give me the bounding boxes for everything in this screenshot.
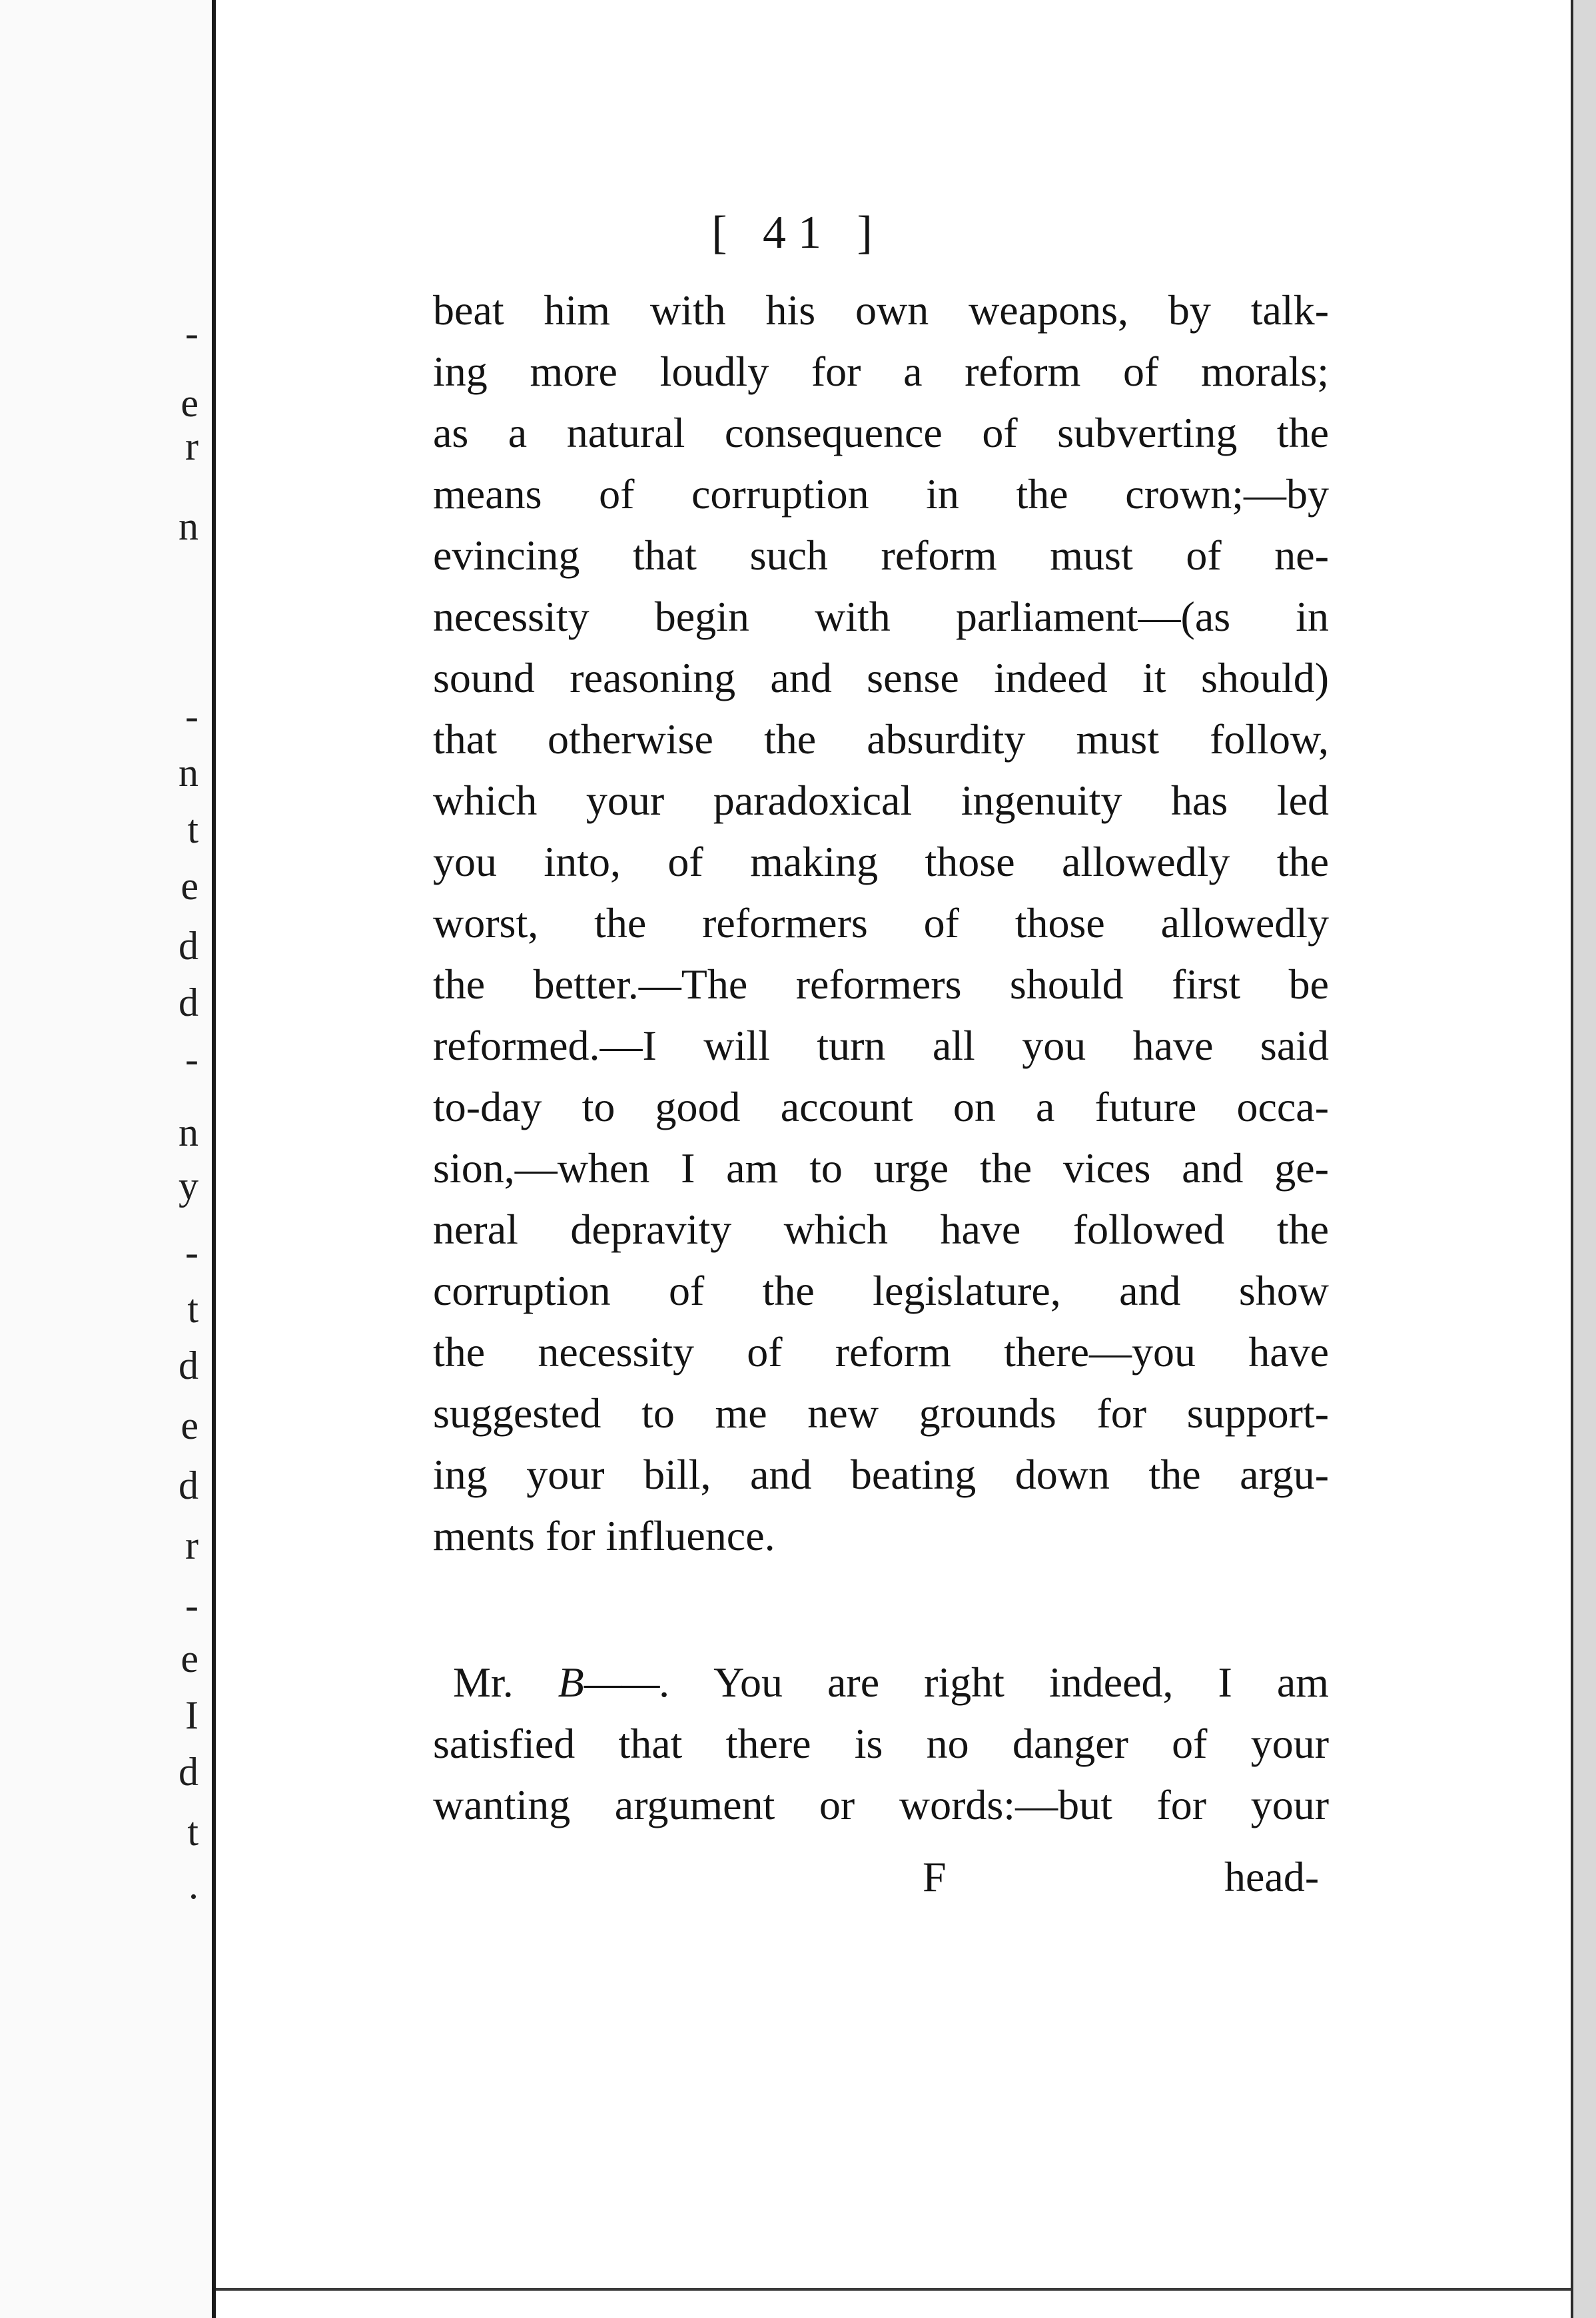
left-margin-fragment: n <box>179 751 199 795</box>
text-line: beat him with his own weapons, by talk- <box>433 286 1329 334</box>
speaker-prefix: Mr. <box>453 1659 558 1706</box>
left-margin-fragment: - <box>185 1230 199 1274</box>
left-margin-fragment: d <box>179 1463 199 1507</box>
left-margin-fragment: e <box>181 381 199 425</box>
left-margin-fragment: t <box>187 807 199 851</box>
bottom-page-edge <box>216 2288 1571 2291</box>
text-line: means of corruption in the crown;—by <box>433 470 1329 518</box>
left-margin-fragment: - <box>185 1583 199 1627</box>
text-line: the better.—The reformers should first be <box>433 961 1329 1008</box>
left-margin-fragment: n <box>179 504 199 548</box>
page-number: [ 41 ] <box>711 207 885 258</box>
left-margin-fragment: - <box>185 694 199 738</box>
signature-mark: F <box>923 1853 947 1900</box>
left-margin-fragment: r <box>185 1523 199 1567</box>
left-margin-fragment: I <box>185 1693 199 1737</box>
left-margin-fragment: t <box>187 1287 199 1331</box>
left-margin-fragment: d <box>179 980 199 1024</box>
text-line: sound reasoning and sense indeed it should) <box>433 654 1329 701</box>
left-margin-fragment: . <box>189 1863 199 1907</box>
text-line: neral depravity which have followed the <box>433 1206 1329 1253</box>
text-line: worst, the reformers of those allowedly <box>433 899 1329 947</box>
text-line: corruption of the legislature, and show <box>433 1267 1329 1314</box>
left-margin-fragment: d <box>179 924 199 968</box>
left-margin-fragment: d <box>179 1750 199 1794</box>
speaker-name: B——. <box>558 1659 671 1706</box>
left-margin-fragment: t <box>187 1810 199 1854</box>
text-line: the necessity of reform there—you have <box>433 1328 1329 1375</box>
text-line: satisfied that there is no danger of your <box>433 1720 1329 1767</box>
text-line: necessity begin with parliament—(as in <box>433 593 1329 640</box>
text-line: you into, of making those allowedly the <box>433 838 1329 885</box>
left-margin-fragment: - <box>185 1037 199 1081</box>
text-line: that otherwise the absurdity must follow, <box>433 715 1329 763</box>
left-margin-fragment: e <box>181 864 199 908</box>
catchword: head- <box>1224 1853 1320 1900</box>
left-margin-fragment: r <box>185 424 199 468</box>
text-line: reformed.—I will turn all you have said <box>433 1022 1329 1069</box>
text-line: which your paradoxical ingenuity has led <box>433 777 1329 824</box>
left-margin-fragment: n <box>179 1110 199 1154</box>
text-line: ing more loudly for a reform of morals; <box>433 348 1329 395</box>
text-line: ments for influence. <box>433 1512 775 1559</box>
text-line: ing your bill, and beating down the argu- <box>433 1451 1329 1498</box>
text-line: suggested to me new grounds for support- <box>433 1389 1329 1437</box>
text-line: evincing that such reform must of ne- <box>433 532 1329 579</box>
left-margin-fragment: e <box>181 1403 199 1447</box>
speaker-text: You are right indeed, I am <box>670 1659 1330 1706</box>
left-margin-fragment: d <box>179 1344 199 1387</box>
text-line: wanting argument or words:—but for your <box>433 1781 1329 1828</box>
left-margin-fragment: - <box>185 311 199 355</box>
left-margin-fragment: e <box>181 1637 199 1681</box>
text-line: sion,—when I am to urge the vices and ge- <box>433 1144 1329 1192</box>
text-line: as a natural consequence of subverting the <box>433 409 1329 456</box>
text-line: to-day to good account on a future occa- <box>433 1083 1329 1130</box>
left-margin-fragment: y <box>179 1164 199 1208</box>
speaker-line <box>453 1652 1329 1713</box>
right-page-edge <box>1571 0 1596 2318</box>
left-page-fragment <box>0 0 216 2318</box>
